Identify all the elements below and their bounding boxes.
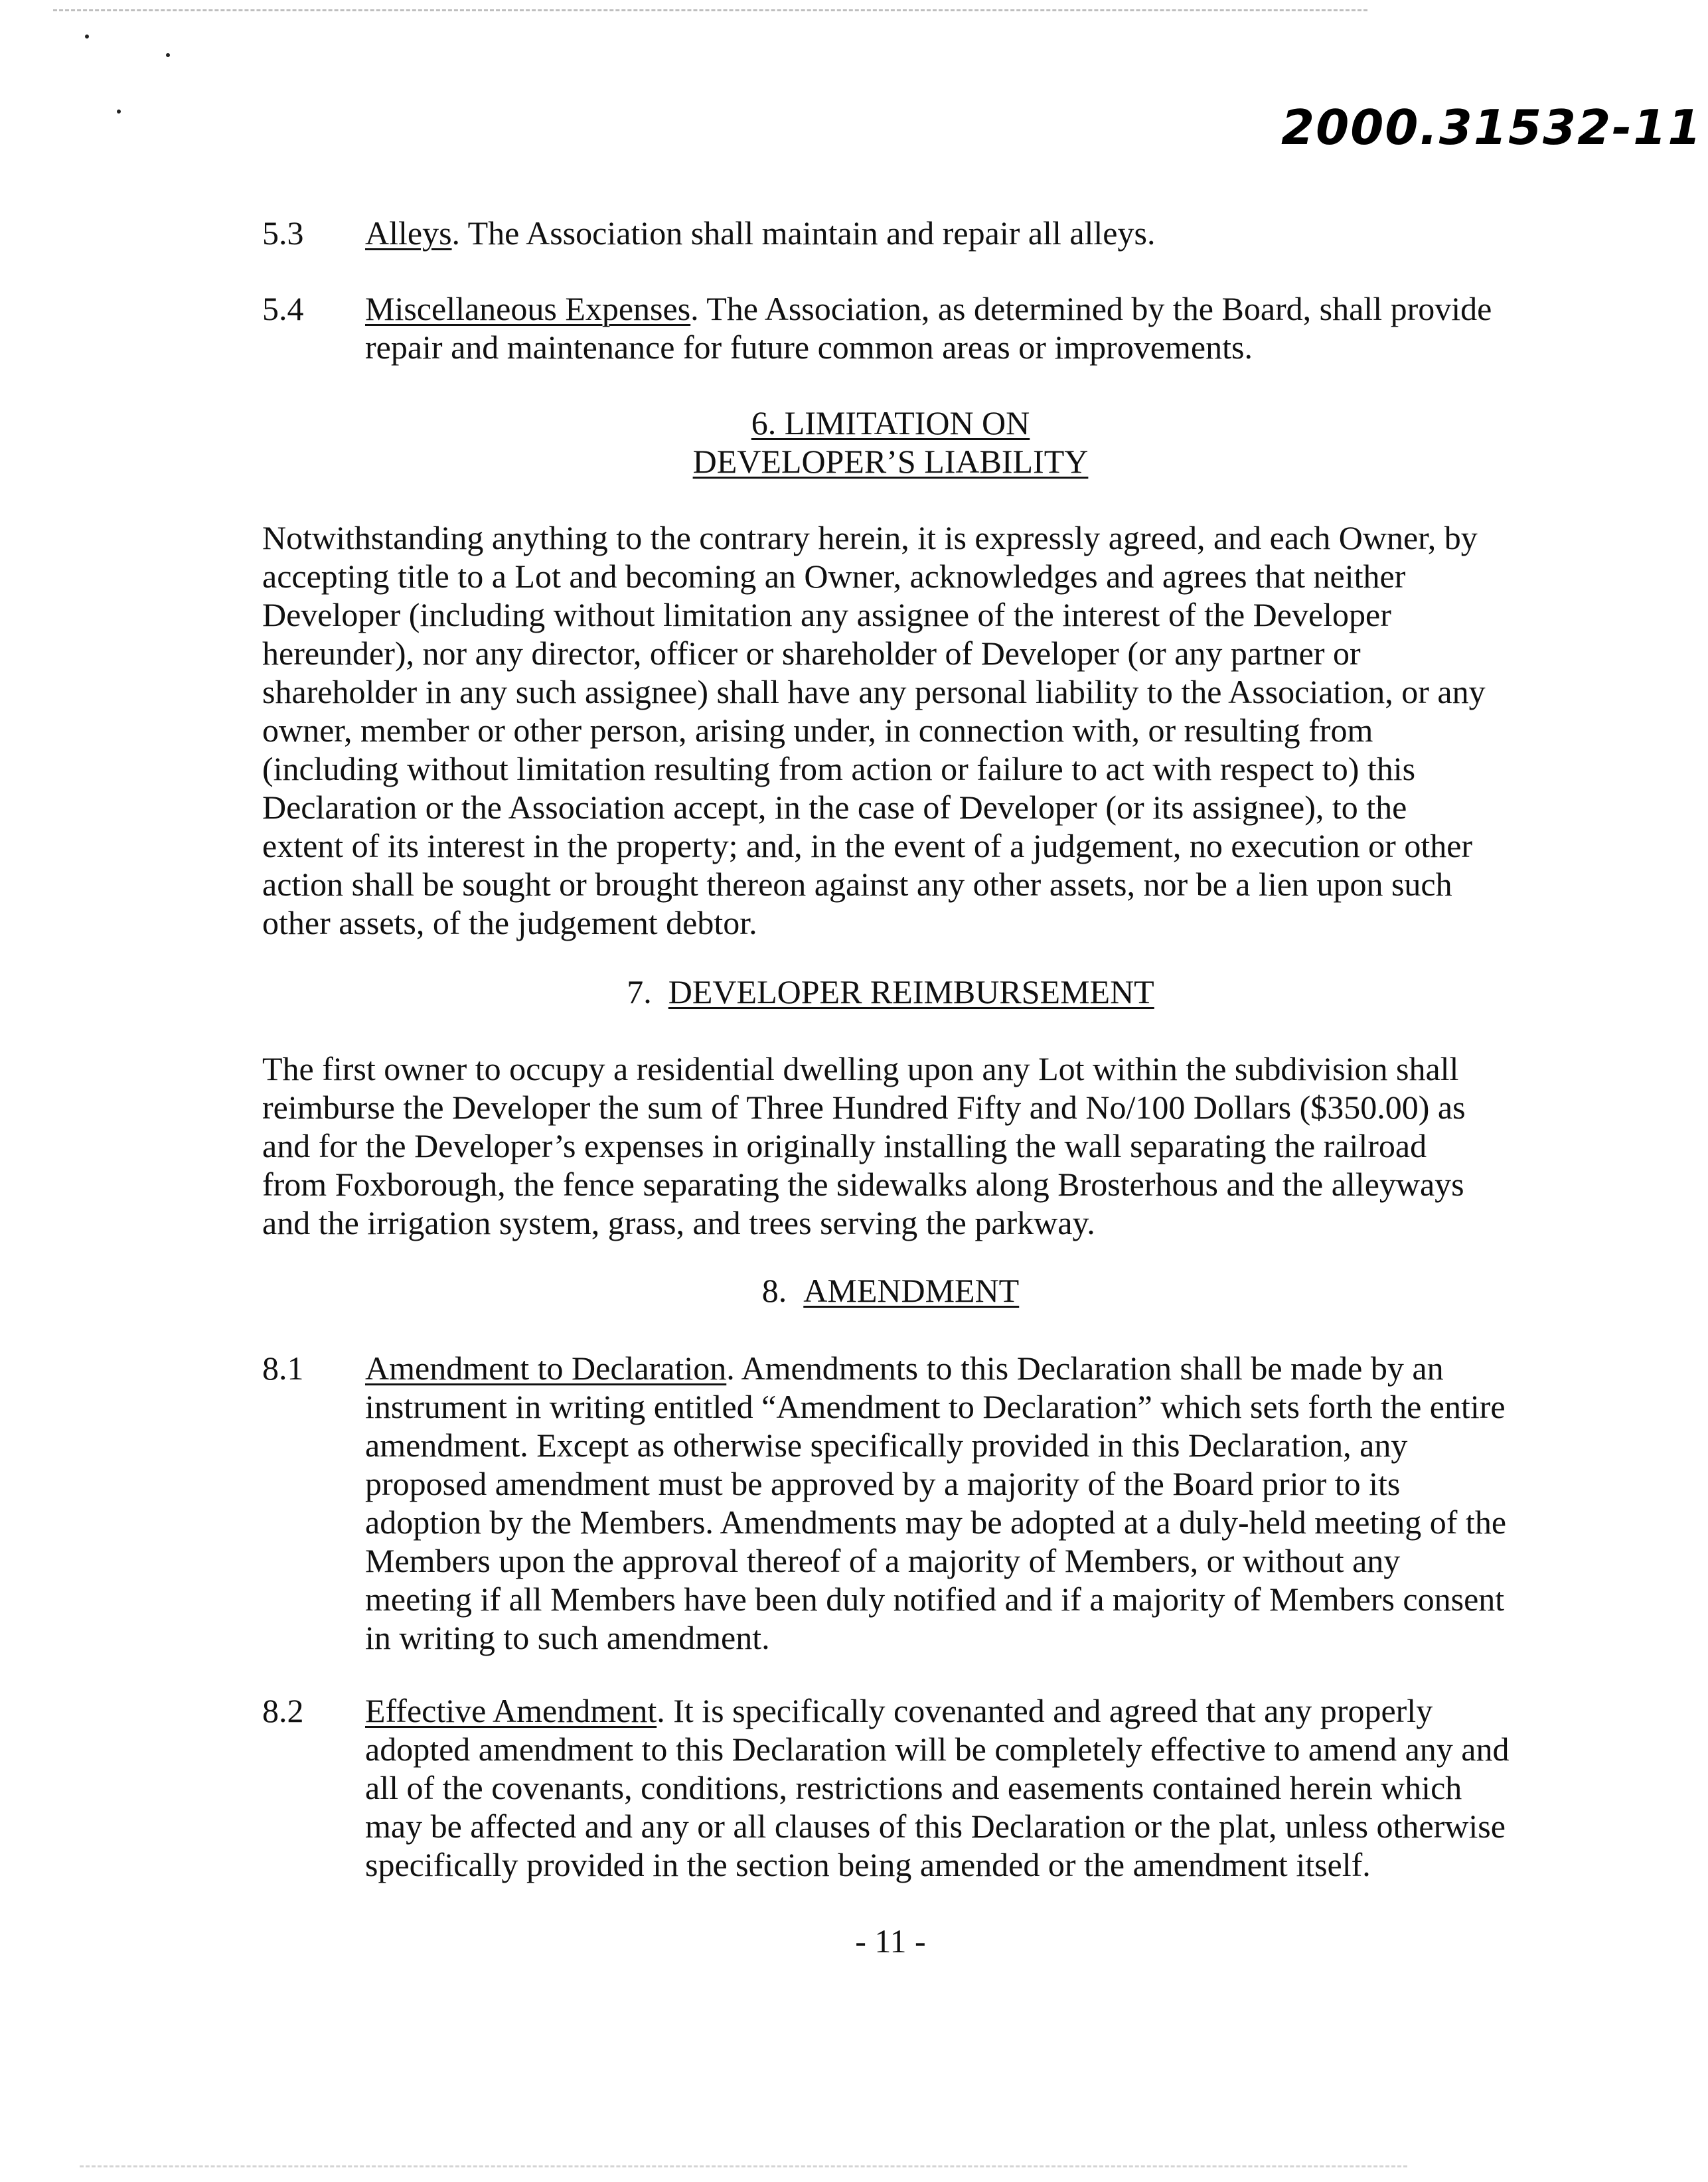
recording-number: 2000.31532-11 <box>1281 100 1703 155</box>
section-title: Effective Amendment <box>365 1692 657 1729</box>
section-title: Alleys <box>365 214 452 252</box>
section-body <box>365 1349 1510 1657</box>
heading-title: AMENDMENT <box>803 1272 1020 1309</box>
heading-line-2: DEVELOPER’S LIABILITY <box>692 443 1089 480</box>
section-title: Amendment to Declaration <box>365 1350 727 1387</box>
scan-speck <box>166 53 170 57</box>
scan-edge-bottom <box>80 2165 1407 2167</box>
section-body <box>365 214 1510 252</box>
section-text: . Amendments to this Declaration shall be made by an instrument in writing entitled “Amendment to Declaration” which sets forth the entire amendment. Except as otherwise specifically provided in this Declaration, any proposed amendment must be approved by a majority of the Board prior to its adoption by the Members. Amendments may be adopted at a duly-held meeting of the Members upon the approval thereof of a majority of Members, or without any meeting if all Members have been duly notified and if a majority of Members consent in writing to such amendment. <box>365 1350 1507 1656</box>
section-title: Miscellaneous Expenses <box>365 290 691 327</box>
page-number: - 11 - <box>855 1922 926 1960</box>
heading-line-1: 6. LIMITATION ON <box>751 404 1030 441</box>
paragraph-developer-reimbursement: The first owner to occupy a residential dwelling upon any Lot within the subdivision shall reimburse the Developer the sum of Three Hundred Fifty and No/100 Dollars ($350.00) as and for the Developer’s expenses in originally installing the wall separating the railroad from Foxborough, the fence separating the sidewalks along Brosterhous and the alleyways and the irrigation system, grass, and trees serving the parkway. <box>262 1050 1466 1241</box>
scan-edge-top <box>53 9 1367 11</box>
paragraph-limitation-liability: Notwithstanding anything to the contrary herein, it is expressly agreed, and each Owner, by accepting title to a Lot and becoming an Owner, acknowledges and agrees that neither Developer (including without limitation any assignee of the interest of the Developer hereunder), nor any director, officer or shareholder of Developer (or any partner or shareholder in any such assignee) shall have any personal liability to the Association, or any owner, member or other person, arising under, in connection with, or resulting from (including without limitation resulting from action or failure to act with respect to) this Declaration or the Association accept, in the case of Developer (or its assignee), to the extent of its interest in the property; and, in the event of a judgement, no execution or other action shall be sought or brought thereon against any other assets, nor be a lien upon such other assets, of the judgement debtor. <box>262 519 1486 941</box>
section-text: . The Association, as determined by the Board, shall provide repair and maintenance for future common areas or improvements. <box>365 290 1492 366</box>
heading-number: 8. <box>761 1272 787 1309</box>
scan-speck <box>85 35 89 39</box>
section-body <box>365 289 1510 366</box>
heading-6 <box>0 404 1708 481</box>
heading-title: DEVELOPER REIMBURSEMENT <box>668 973 1154 1010</box>
heading-number: 7. <box>627 973 652 1010</box>
section-number: 5.3 <box>262 214 304 252</box>
section-text: . The Association shall maintain and repair all alleys. <box>451 214 1156 252</box>
heading-7 <box>0 973 1708 1011</box>
section-number: 5.4 <box>262 290 304 327</box>
section-body <box>365 1691 1510 1884</box>
scan-speck <box>117 110 121 114</box>
heading-8 <box>0 1271 1708 1310</box>
section-text: . It is specifically covenanted and agreed that any properly adopted amendment to this Declaration will be completely effective to amend any and all of the covenants, conditions, restrictions and easements contained herein which may be affected and any or all clauses of this Declaration or the plat, unless otherwise specifically provided in the section being amended or the amendment itself. <box>365 1692 1510 1883</box>
section-number: 8.2 <box>262 1692 304 1729</box>
section-number: 8.1 <box>262 1350 304 1387</box>
